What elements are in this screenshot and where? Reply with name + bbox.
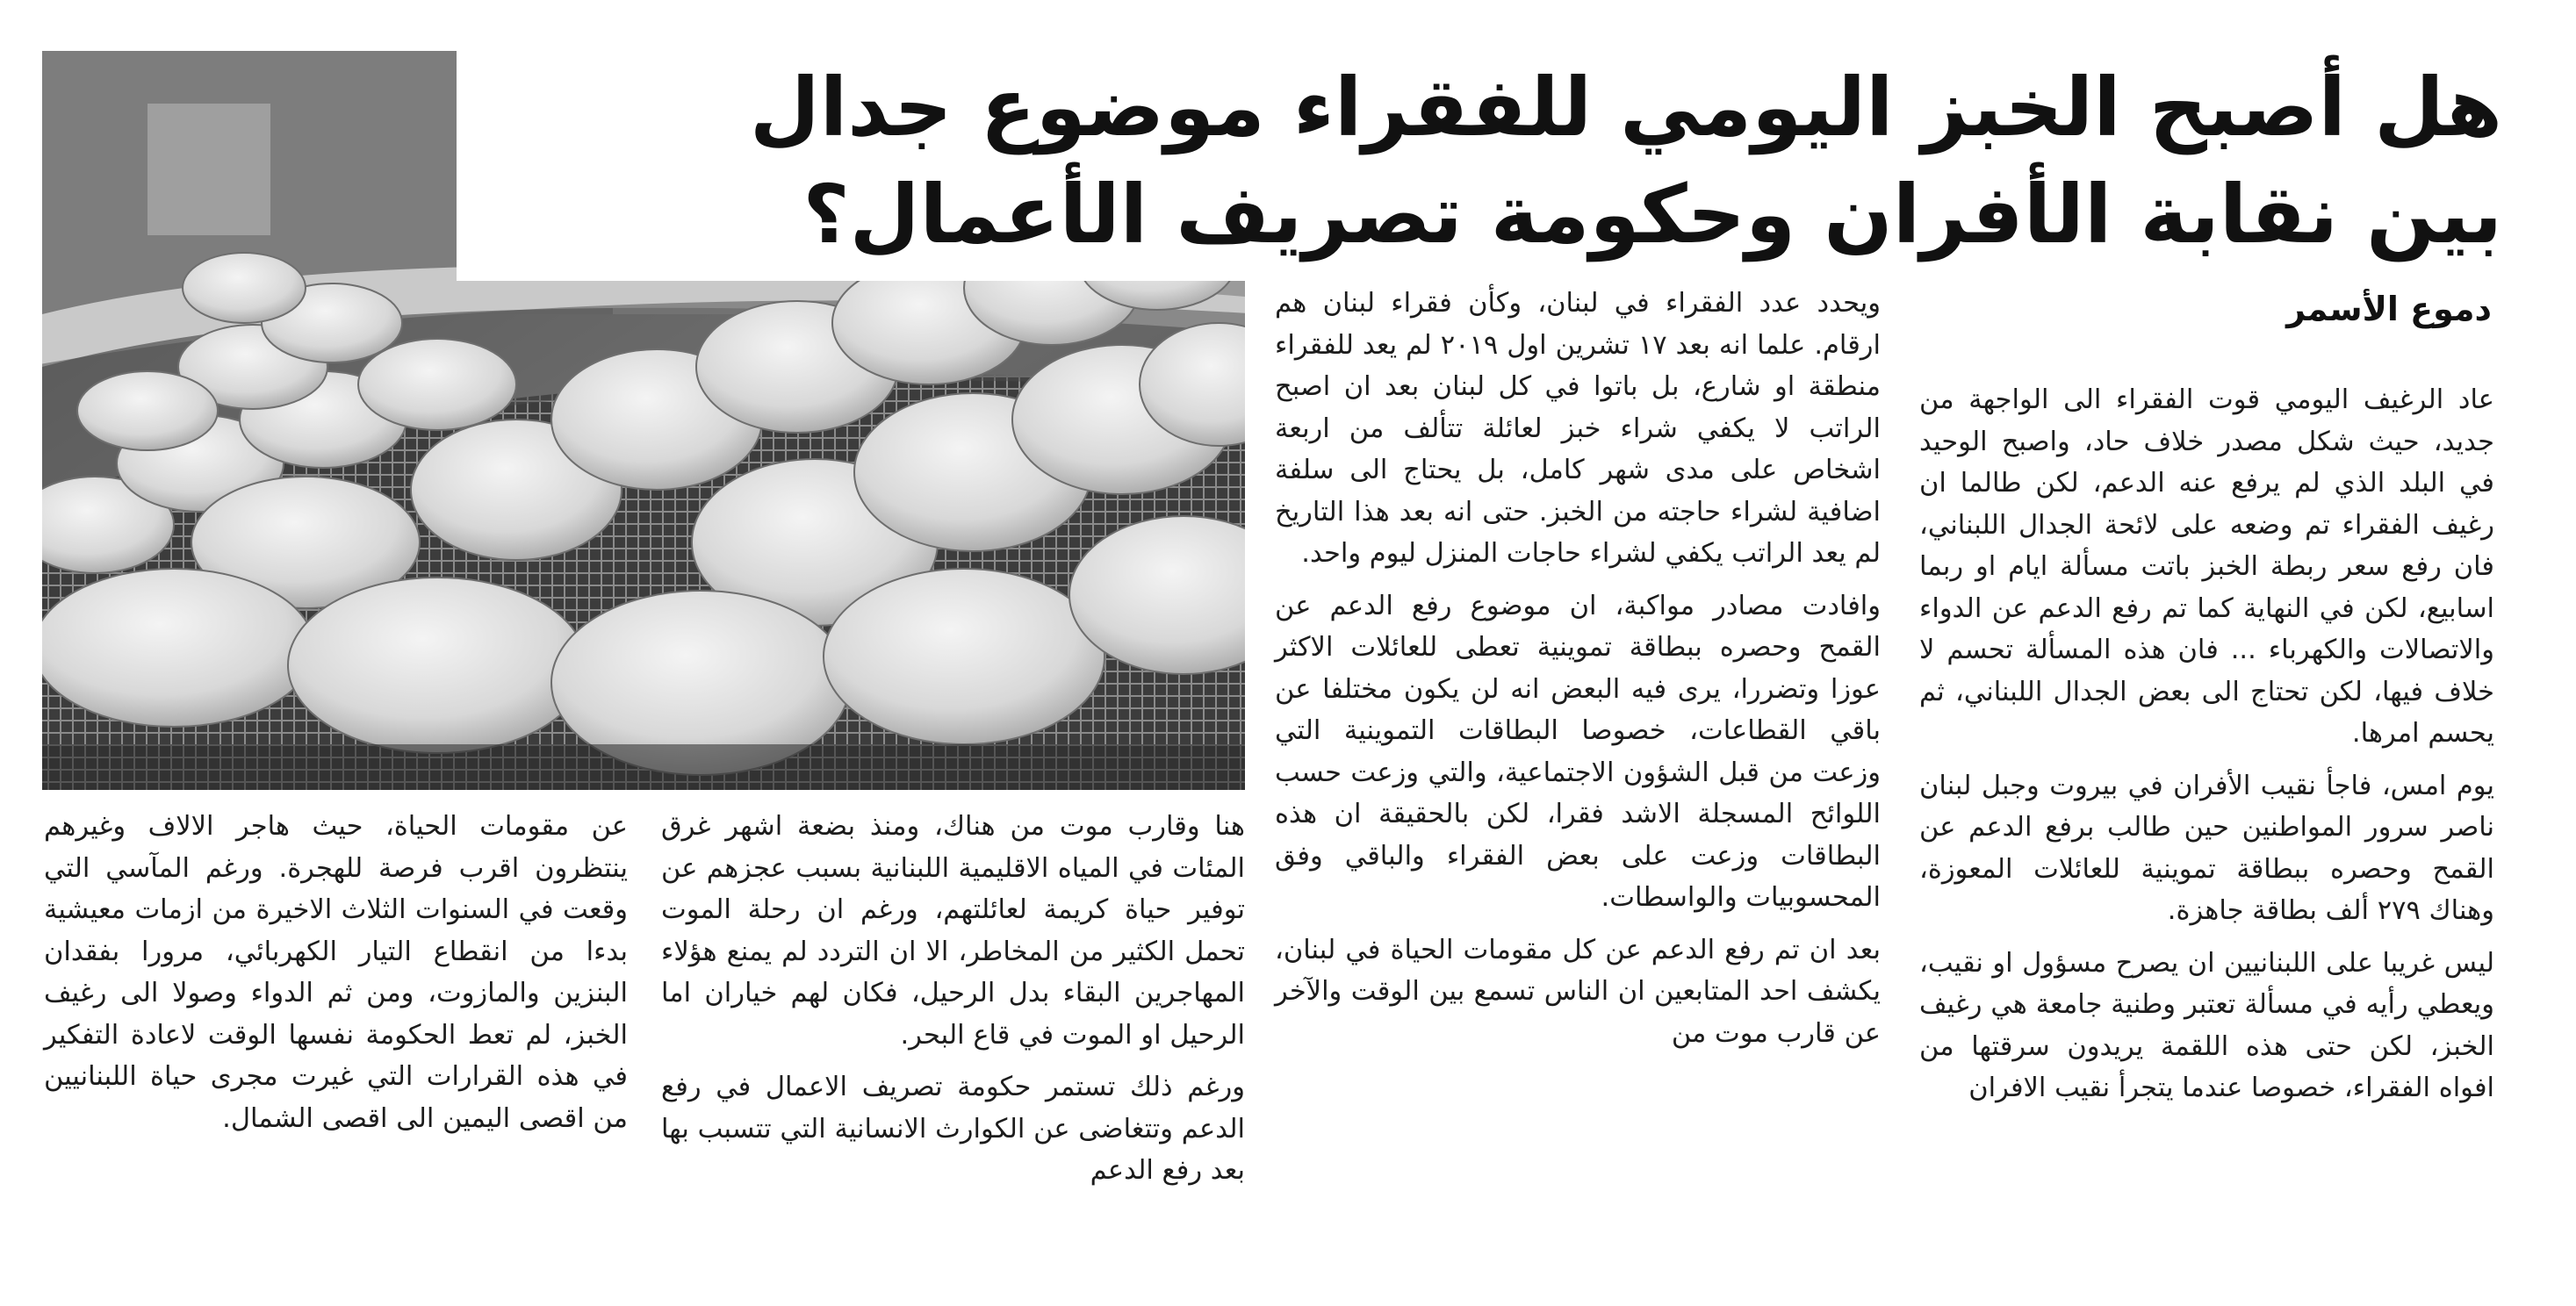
headline-line-1: هل أصبح الخبز اليومي للفقراء موضوع جدال: [749, 61, 2502, 154]
paragraph: عاد الرغيف اليومي قوت الفقراء الى الواجهة من جديد، حيث شكل مصدر خلاف حاد، واصبح الوحيد في البلد الذي لم يرفع عنه الدعم، لكن طالما ان رغيف الفقراء تم وضعه على لائحة الجدال اللبناني، فان رفع سعر ربطة الخبز باتت مسألة ايام او ربما اسابيع، لكن في النهاية كما تم رفع الدعم عن الدواء والاتصالات والكهرباء ... فان هذه المسألة تحسم لا خلاف فيها، لكن تحتاج الى بعض الجدال اللبناني، ثم يحسم امرها.: [1919, 384, 2494, 749]
paragraph: بعد ان تم رفع الدعم عن كل مقومات الحياة في لبنان، يكشف احد المتابعين ان الناس تسمع بين الوقت والآخر عن قارب موت من: [1275, 934, 1881, 1049]
article-column-middle: [1275, 283, 1881, 1301]
paragraph: عن مقومات الحياة، حيث هاجر الالاف وغيرهم ينتظرون اقرب فرصة للهجرة. ورغم المآسي التي وقعت في السنوات الثلاث الاخيرة من ازمات معيشية بدءا من انقطاع التيار الكهربائي، مرورا بفقدان البنزين والمازوت، ومن ثم الدواء وصولا الى رغيف الخبز، لم تعط الحكومة نفسها الوقت لاعادة التفكير في هذه القرارات التي غيرت مجرى حياة اللبنانيين من اقصى اليمين الى اقصى الشمال.: [44, 811, 628, 1134]
author-byline: دموع الأسمر: [2286, 290, 2492, 328]
paragraph: يوم امس، فاجأ نقيب الأفران في بيروت وجبل لبنان ناصر سرور المواطنين حين طالب برفع الدعم عن القمح وحصره ببطاقة تموينية للعائلات المعوزة، وهناك ٢٧٩ ألف بطاقة جاهزة.: [1919, 770, 2494, 926]
paragraph: ويحدد عدد الفقراء في لبنان، وكأن فقراء لبنان هم ارقام. علما انه بعد ١٧ تشرين اول ٢٠١٩ لم يعد للفقراء منطقة او شارع، بل باتوا في كل لبنان بعد ان اصبح الراتب لا يكفي شراء خبز لعائلة تتألف من اربعة اشخاص على مدى شهر كامل، بل يحتاج الى سلفة اضافية لشراء حاجته من الخبز. حتى انه بعد هذا التاريخ لم يعد الراتب يكفي لشراء حاجات المنزل ليوم واحد.: [1275, 288, 1882, 569]
paragraph: ليس غريبا على اللبنانيين ان يصرح مسؤول او نقيب، ويعطي رأيه في مسألة تعتبر وطنية جامعة هي رغيف الخبز، لكن حتى هذه اللقمة يريدون سرقتها من افواه الفقراء، خصوصا عندما يتجرأ نقيب الافران: [1919, 947, 2494, 1103]
article-column-right: [1919, 379, 2494, 1299]
headline-line-2: بين نقابة الأفران وحكومة تصريف الأعمال؟: [802, 168, 2502, 262]
paragraph: هنا وقارب موت من هناك، ومنذ بضعة اشهر غرق المئات في المياه الاقليمية اللبنانية بسبب عجزهم عن توفير حياة كريمة لعائلتهم، ورغم ان رحلة الموت تحمل الكثير من المخاطر، الا ان التردد لم يمنع هؤلاء المهاجرين البقاء بدل الرحيل، فكان لهم خياران اما الرحيل او الموت في قاع البحر.: [661, 811, 1245, 1051]
paragraph: وافادت مصادر مواكبة، ان موضوع رفع الدعم عن القمح وحصره ببطاقة تموينية تعطى للعائلات الاكثر عوزا وتضررا، يرى فيه البعض انه لن يكون مختلفا عن باقي القطاعات، خصوصا البطاقات التموينية التي وزعت من قبل الشؤون الاجتماعية، والتي وزعت حسب اللوائح المسجلة الاشد فقرا، لكن بالحقيقة ان هذه البطاقات وزعت على بعض الفقراء والباقي وفق المحسوبيات والواسطات.: [1275, 590, 1881, 913]
headline-box: [457, 51, 2555, 281]
article-column-bottom-left: [44, 806, 628, 1297]
paragraph: ورغم ذلك تستمر حكومة تصريف الاعمال في رفع الدعم وتتغاضى عن الكوارث الانسانية التي تتسبب بها بعد رفع الدعم: [661, 1072, 1245, 1186]
article-column-bottom-center: [661, 806, 1245, 1297]
